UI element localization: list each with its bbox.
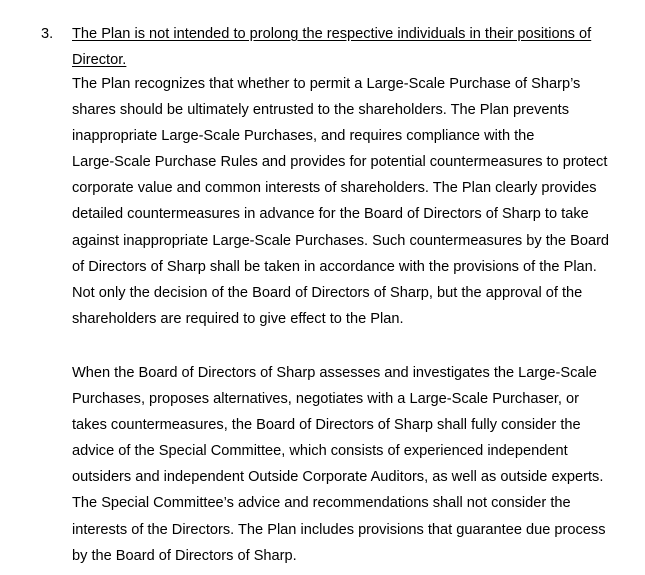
paragraph-line: Not only the decision of the Board of Directors of Sharp, but the approval of the bbox=[72, 284, 583, 301]
paragraph-line: advice of the Special Committee, which consists of experienced independent bbox=[72, 443, 568, 460]
paragraph-line: of Directors of Sharp shall be taken in accordance with the provisions of the Plan. bbox=[72, 258, 597, 275]
section-number: 3. bbox=[41, 26, 54, 42]
paragraph-line: Purchases, proposes alternatives, negotiates with a Large-Scale Purchaser, or bbox=[72, 391, 580, 408]
paragraph-line: When the Board of Directors of Sharp assesses and investigates the Large-Scale bbox=[72, 365, 597, 381]
paragraph-line: Large-Scale Purchase Rules and provides for potential countermeasures to protect bbox=[72, 154, 608, 171]
paragraph-line: The Plan recognizes that whether to permit a Large-Scale Purchase of Sharp’s bbox=[72, 76, 581, 92]
paragraph-line: by the Board of Directors of Sharp. bbox=[72, 547, 297, 564]
paragraph-line: shares should be ultimately entrusted to the shareholders. The Plan prevents bbox=[72, 102, 570, 119]
paragraph-line: The Special Committee’s advice and recommendations shall not consider the bbox=[72, 495, 571, 512]
paragraph-line: inappropriate Large-Scale Purchases, and requires compliance with the bbox=[72, 128, 535, 145]
paragraph-line: against inappropriate Large-Scale Purchases. Such countermeasures by the Board bbox=[72, 232, 610, 249]
paragraph-line: corporate value and common interests of shareholders. The Plan clearly provides bbox=[72, 180, 597, 197]
section-heading-line-2: Director. bbox=[72, 52, 127, 68]
paragraph-line: shareholders are required to give effect to the Plan. bbox=[72, 310, 404, 327]
section-heading-line-1: The Plan is not intended to prolong the respective individuals in their positions of bbox=[72, 26, 592, 42]
paragraph-1 bbox=[72, 71, 642, 332]
paragraph-2 bbox=[72, 360, 642, 569]
section-heading bbox=[41, 21, 631, 73]
paragraph-line: takes countermeasures, the Board of Directors of Sharp shall fully consider the bbox=[72, 417, 581, 434]
paragraph-line: detailed countermeasures in advance for the Board of Directors of Sharp to take bbox=[72, 206, 589, 223]
paragraph-line: interests of the Directors. The Plan includes provisions that guarantee due process bbox=[72, 521, 606, 538]
paragraph-line: outsiders and independent Outside Corporate Auditors, as well as outside experts. bbox=[72, 469, 604, 486]
